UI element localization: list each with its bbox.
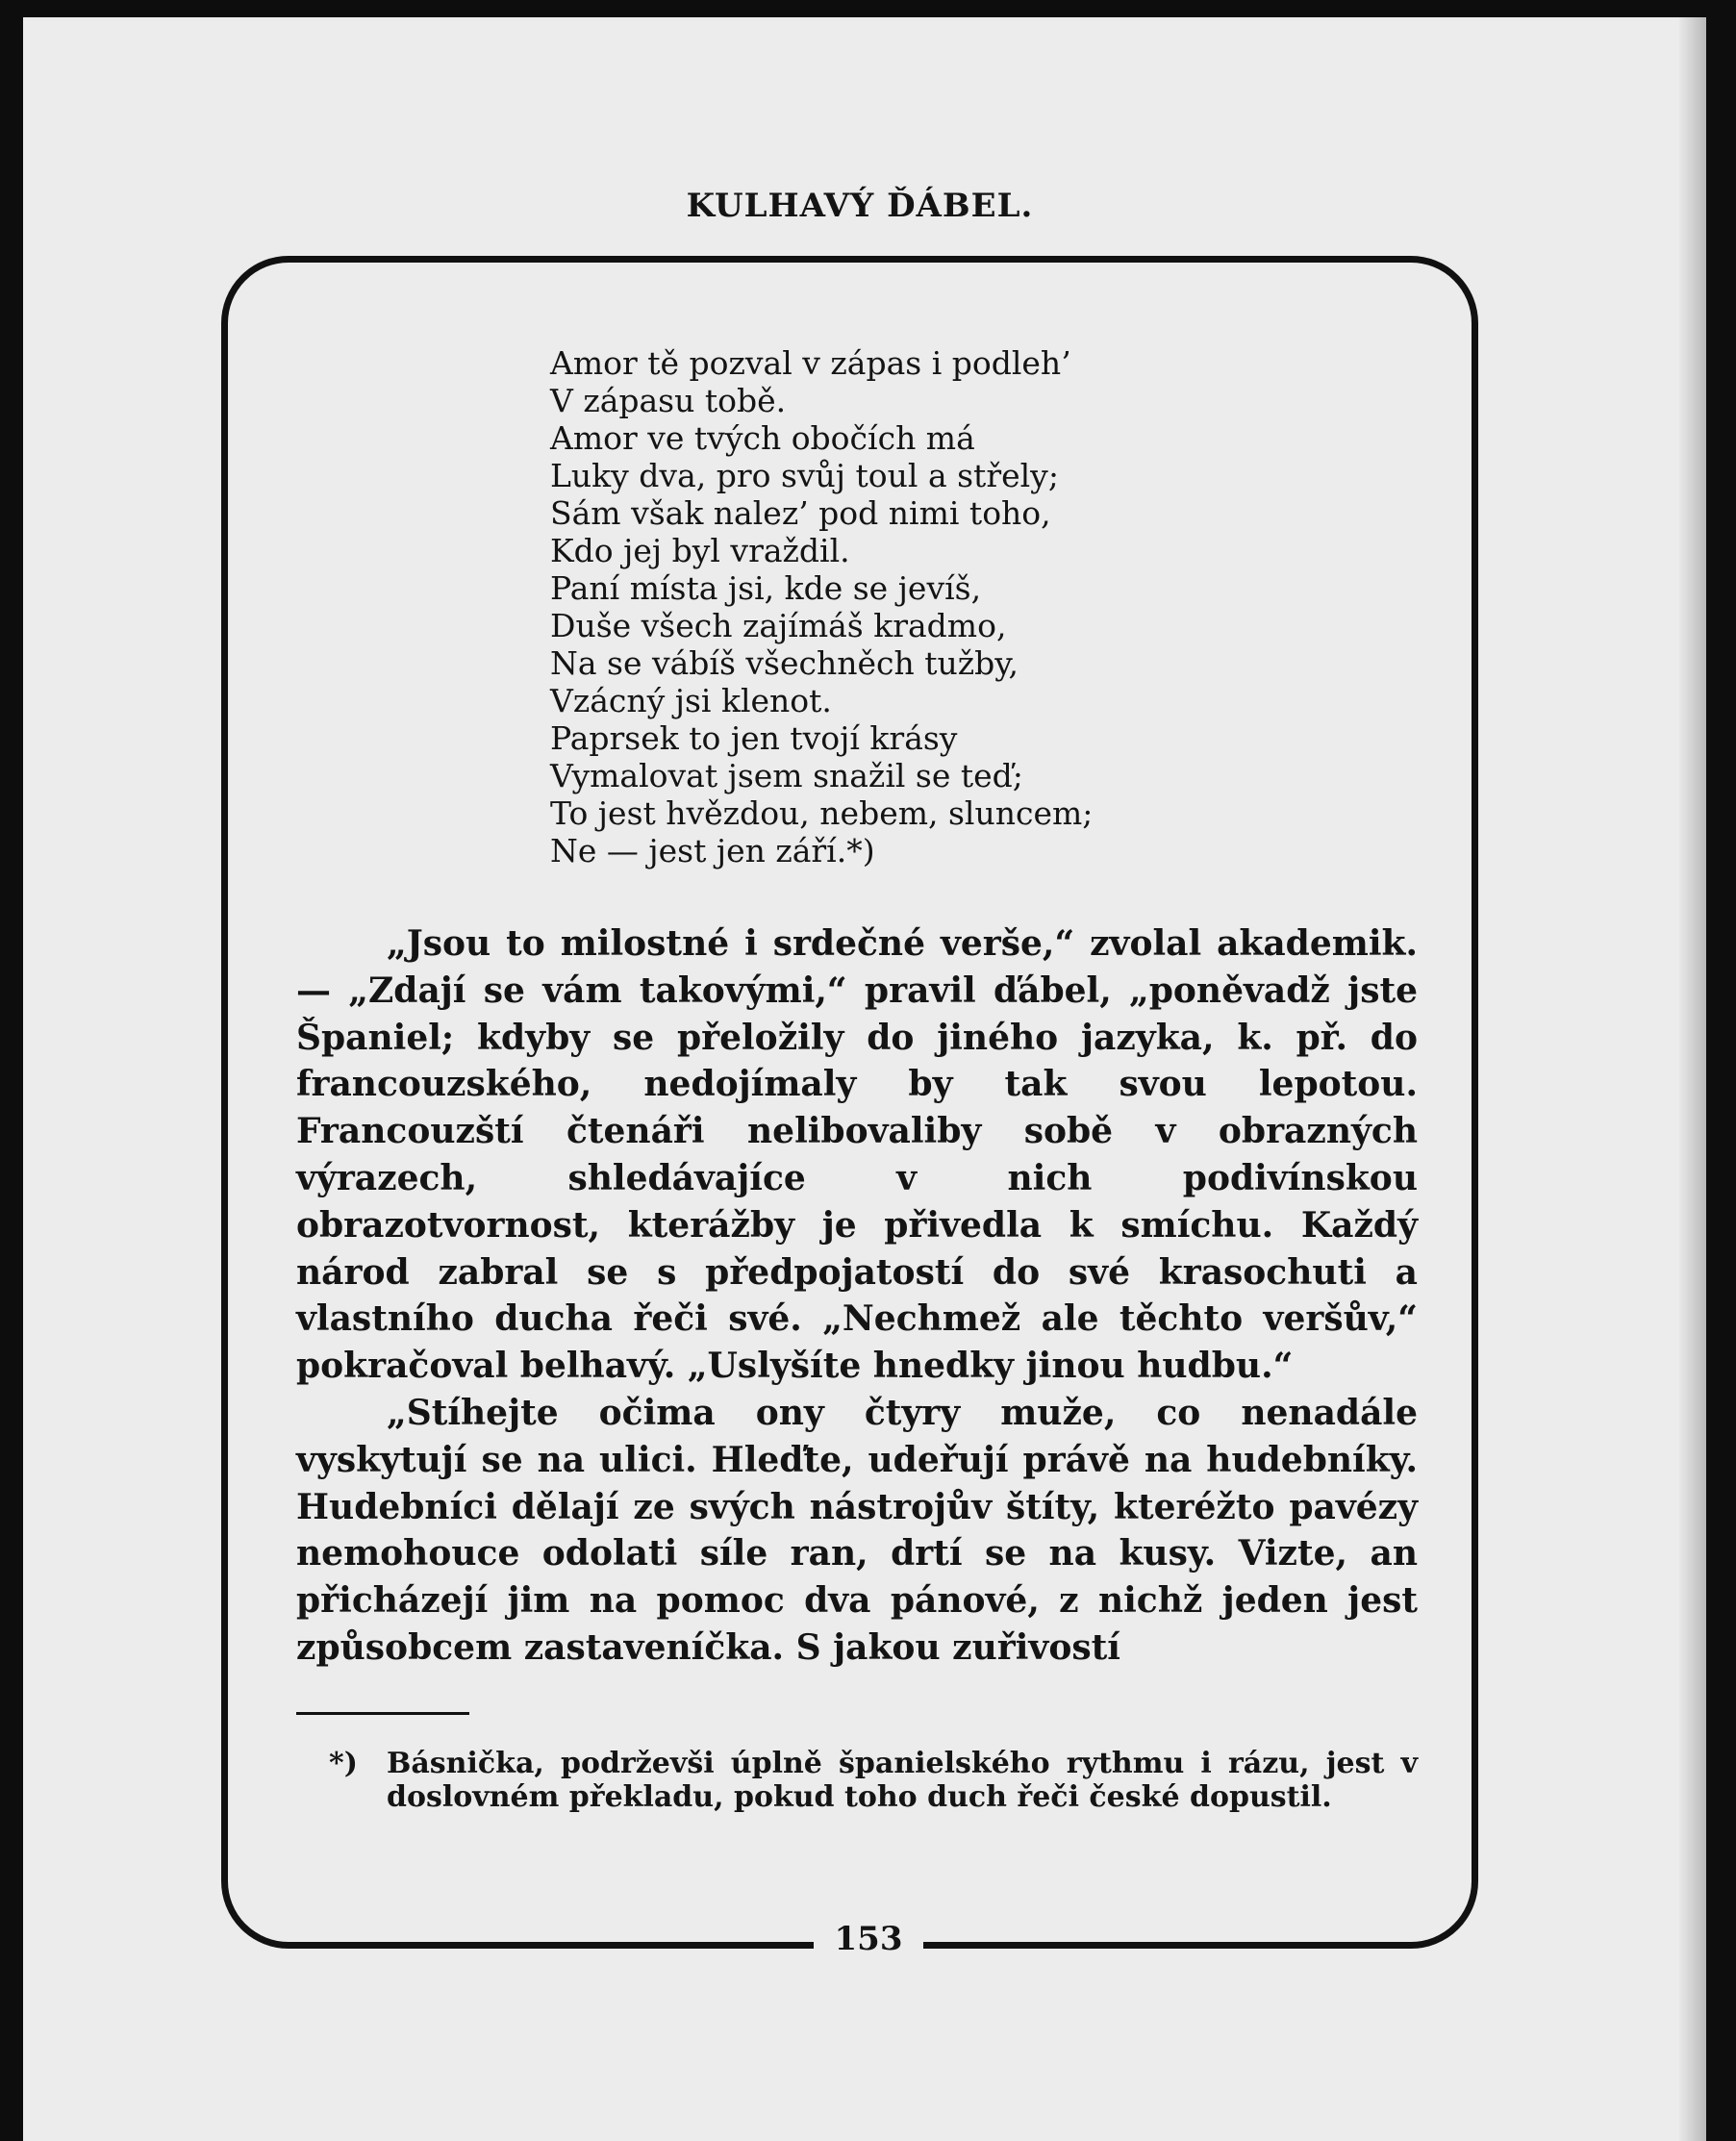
- footnote-mark: *): [329, 1747, 358, 1780]
- page-edge-shadow: [1677, 17, 1706, 2141]
- running-head: KULHAVÝ ĎÁBEL.: [686, 187, 1034, 225]
- paragraph: „Jsou to milostné i srdečné verše,“ zvolal akademik. — „Zdají se vám takovými,“ pravil ďábel, „poněvadž jste Španiel; kdyby se přeložily do jiného jazyka, k. př. do francouzského, nedojímaly by tak svou lepotou. Francouzští čtenáři nelibovaliby sobě v obrazných výrazech, shledávajíce v nich podivínskou obrazotvornost, kterážby je přivedla k smíchu. Každý národ zabral se s předpojatostí do své krasochuti a vlastního ducha řeči své. „Nechmež ale těchto veršův,“ pokračoval belhavý. „Uslyšíte hnedky jinou hudbu.“: [296, 923, 1418, 1387]
- footnote-text: Básnička, podrževši úplně španielského rythmu i rázu, jest v doslovném překladu, pokud toho duch řeči české dopustil.: [387, 1747, 1418, 1814]
- poem: [550, 344, 1093, 869]
- poem-line: V zápasu tobě.: [550, 382, 787, 419]
- page-number: 153: [814, 1920, 924, 1958]
- paragraph: „Stíhejte očima ony čtyry muže, co nenadále vyskytují se na ulici. Hleďte, udeřují právě na hudebníky. Hudebníci dělají ze svých nástrojův štíty, kteréžto pavézy nemohouce odolati síle ran, drtí se na kusy. Vizte, an přicházejí jim na pomoc dva pánové, z nichž jeden jest způsobcem zastaveníčka. S jakou zuřivostí: [296, 1392, 1418, 1668]
- poem-line: Luky dva, pro svůj toul a střely;: [550, 457, 1059, 494]
- poem-line: Ne — jest jen září.*): [550, 832, 875, 869]
- poem-line: Kdo jej byl vraždil.: [550, 532, 850, 569]
- footnote: [329, 1747, 1418, 1814]
- poem-line: Vzácný jsi klenot.: [550, 682, 832, 719]
- poem-line: Vymalovat jsem snažil se teď;: [550, 757, 1023, 794]
- footnote-rule: [296, 1712, 469, 1715]
- body-text: [296, 920, 1418, 1672]
- poem-line: Sám však nalez’ pod nimi toho,: [550, 494, 1051, 532]
- poem-line: Amor tě pozval v zápas i podleh’: [550, 344, 1071, 382]
- poem-line: Duše všech zajímáš kradmo,: [550, 607, 1007, 644]
- poem-line: Paní místa jsi, kde se jevíš,: [550, 569, 982, 607]
- poem-line: Paprsek to jen tvojí krásy: [550, 719, 958, 757]
- poem-line: To jest hvězdou, nebem, sluncem;: [550, 794, 1094, 832]
- page-number-row: [27, 1920, 1706, 1958]
- book-page: [23, 17, 1706, 2141]
- poem-line: Na se vábíš všechněch tužby,: [550, 644, 1019, 682]
- poem-line: Amor ve tvých obočích má: [550, 419, 975, 457]
